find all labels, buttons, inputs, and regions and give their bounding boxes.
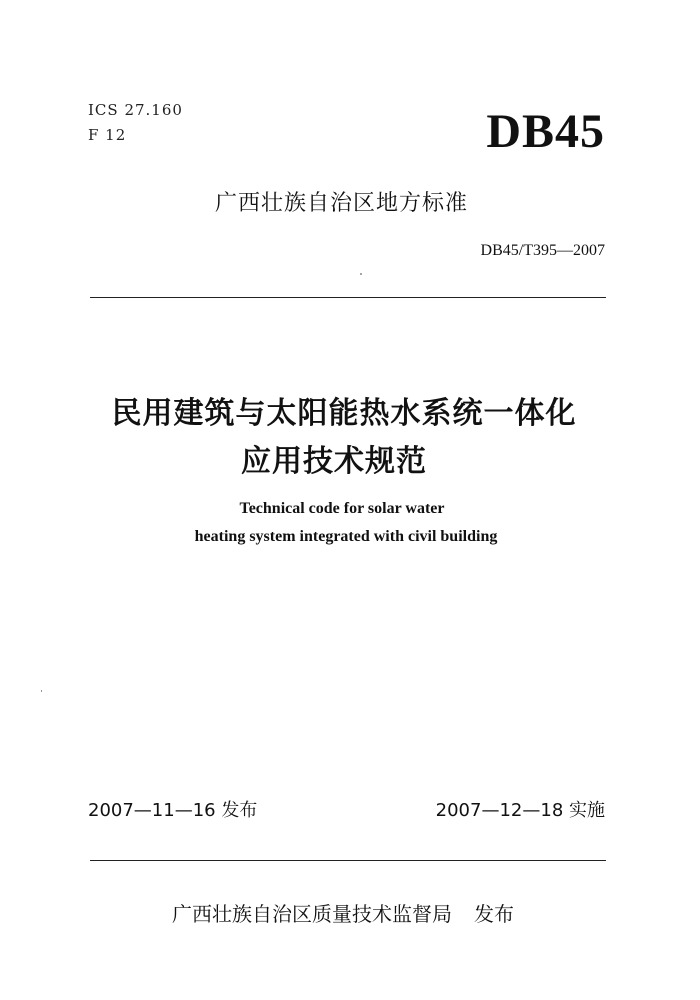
bottom-divider (90, 860, 606, 861)
scan-speck (360, 273, 362, 275)
standard-code: DB45 (486, 105, 605, 158)
standard-number: DB45/T395—2007 (480, 242, 605, 259)
english-title-line2: heating system integrated with civil building (194, 528, 498, 545)
ics-classification: ICS 27.160 (88, 101, 183, 119)
chinese-title-line2: 应用技术规范 (241, 444, 427, 479)
ccs-classification: F 12 (88, 126, 127, 144)
publisher-line (172, 898, 514, 927)
chinese-title-line1: 民用建筑与太阳能热水系统一体化 (111, 396, 577, 431)
english-title-line1: Technical code for solar water (239, 500, 445, 517)
publisher-name: 广西壮族自治区质量技术监督局 (172, 902, 452, 926)
implementation-date: 2007—12—18 实施 (435, 800, 605, 821)
issue-date: 2007—11—16 发布 (88, 800, 258, 821)
publish-action: 发布 (474, 902, 514, 926)
top-divider (90, 297, 606, 298)
scan-speck (41, 690, 42, 692)
standard-type: 广西壮族自治区地方标准 (215, 191, 469, 216)
